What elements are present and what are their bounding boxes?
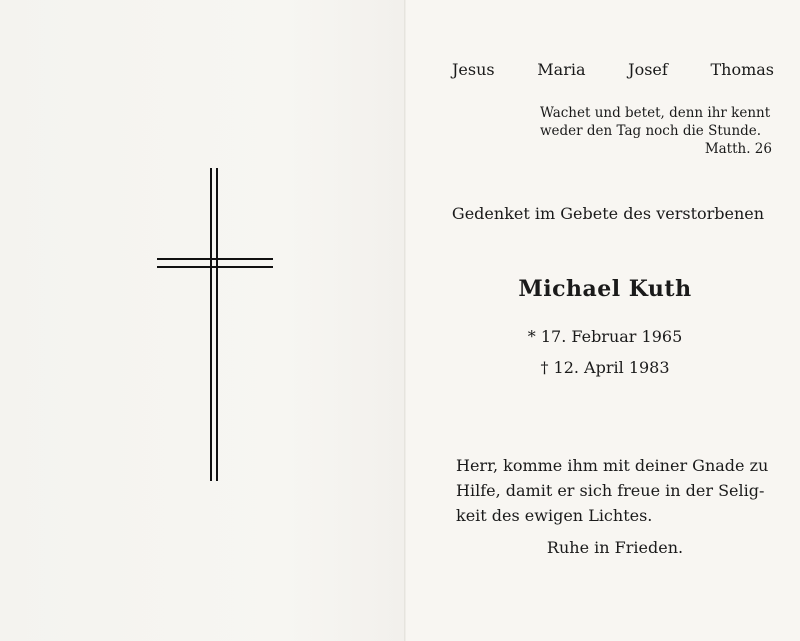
verse-reference: Matth. 26 [704,141,772,157]
verse-line: weder den Tag noch die Stunde. [540,123,762,139]
cross-vertical-bar [210,168,218,481]
prayer-line: Hilfe, damit er sich freue in der Selig- [456,481,765,500]
closing-line: Ruhe in Frieden. [546,538,684,557]
prayer-text [456,453,778,528]
deceased-name: Michael Kuth [518,276,692,302]
holy-name-josef: Josef [628,60,668,79]
prayer-line: Herr, komme ihm mit deiner Gnade zu [456,456,769,475]
holy-names-line [452,60,774,79]
holy-name-jesus: Jesus [452,60,495,79]
cross-intersection [212,260,216,266]
holy-name-thomas: Thomas [710,60,774,79]
verse-line: Wachet und betet, denn ihr kennt [540,105,771,121]
holy-name-maria: Maria [537,60,586,79]
remembrance-line: Gedenket im Gebete des verstorbenen [451,204,765,223]
death-date: † 12. April 1983 [540,358,670,377]
prayer-line: keit des ewigen Lichtes. [456,506,653,525]
bible-verse [540,104,776,158]
birth-date: * 17. Februar 1965 [527,327,683,346]
